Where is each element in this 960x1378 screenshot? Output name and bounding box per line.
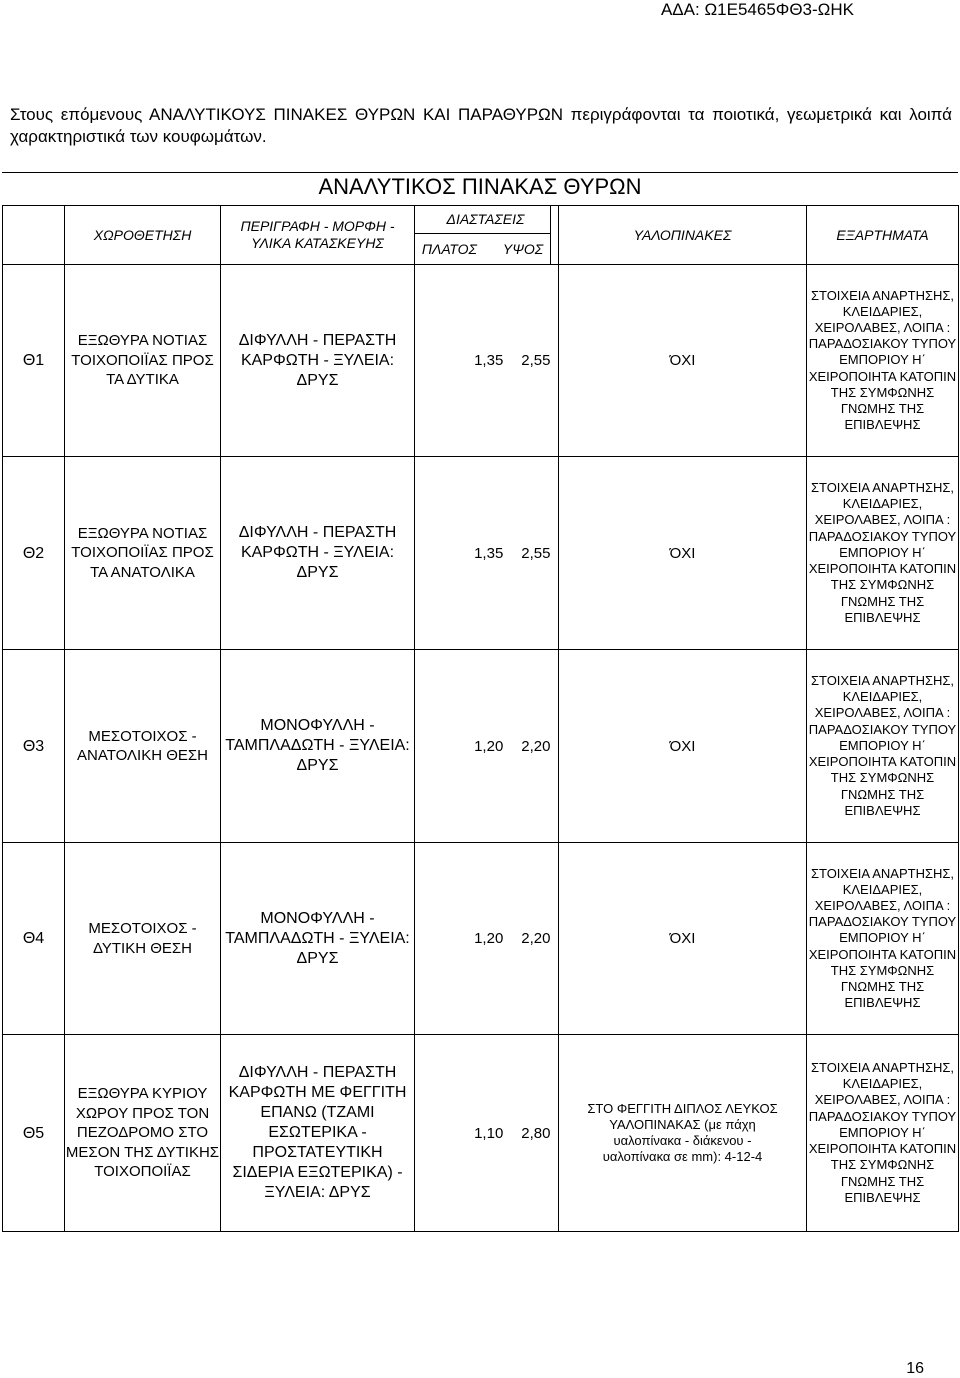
- header-dimensions: ΔΙΑΣΤΑΣΕΙΣ: [415, 206, 551, 234]
- row-height: 2,20: [521, 930, 551, 947]
- row-spacer: [551, 265, 559, 457]
- row-height: 2,55: [521, 544, 551, 562]
- row-dimensions: [415, 457, 551, 650]
- header-accessories: ΕΞΑΡΤΗΜΑΤΑ: [807, 206, 959, 265]
- row-glazing: ΌΧΙ: [559, 843, 807, 1035]
- row-dimensions: [415, 843, 551, 1035]
- document-ada-code: ΑΔΑ: Ω1Ε5465ΦΘ3-ΩΗΚ: [660, 0, 854, 19]
- row-dimensions: [415, 265, 551, 457]
- row-spacer: [551, 650, 559, 843]
- row-spacer: [551, 1035, 559, 1232]
- row-description: ΔΙΦΥΛΛΗ - ΠΕΡΑΣΤΗ ΚΑΡΦΩΤΗ - ΞΥΛΕΙΑ: ΔΡΥΣ: [221, 457, 415, 650]
- table-row: [3, 1035, 959, 1232]
- row-width: 1,35: [474, 544, 504, 562]
- row-width: 1,35: [474, 352, 504, 369]
- row-glazing: ΌΧΙ: [559, 650, 807, 843]
- row-accessories: ΣΤΟΙΧΕΙΑ ΑΝΑΡΤΗΣΗΣ, ΚΛΕΙΔΑΡΙΕΣ, ΧΕΙΡΟΛΑΒΕΣ, ΛΟΙΠΑ : ΠΑΡΑΔΟΣΙΑΚΟΥ ΤΥΠΟΥ ΕΜΠΟΡΙΟΥ Η΄ ΧΕΙΡΟΠΟΙΗΤΑ ΚΑΤΟΠΙΝ ΤΗΣ ΣΥΜΦΩΝΗΣ ΓΝΩΜΗΣ ΤΗΣ ΕΠΙΒΛΕΨΗΣ: [807, 650, 959, 843]
- table-row: [3, 650, 959, 843]
- row-glazing: ΌΧΙ: [559, 265, 807, 457]
- doors-table: [2, 205, 959, 1232]
- header-code-cell: [3, 206, 65, 265]
- table-row: [3, 265, 959, 457]
- row-code: Θ4: [3, 843, 65, 1035]
- header-row-1: [3, 206, 959, 234]
- row-description: ΔΙΦΥΛΛΗ - ΠΕΡΑΣΤΗ ΚΑΡΦΩΤΗ ΜΕ ΦΕΓΓΙΤΗ ΕΠΑΝΩ (ΤΖΑΜΙ ΕΣΩΤΕΡΙΚΑ - ΠΡΟΣΤΑΤΕΥΤΙΚΗ ΣΙΔΕΡΙΑ ΕΞΩΤΕΡΙΚΑ) - ΞΥΛΕΙΑ: ΔΡΥΣ: [221, 1035, 415, 1232]
- row-description: ΜΟΝΟΦΥΛΛΗ - ΤΑΜΠΛΑΔΩΤΗ - ΞΥΛΕΙΑ: ΔΡΥΣ: [221, 650, 415, 843]
- row-dimensions: [415, 1035, 551, 1232]
- row-description: ΜΟΝΟΦΥΛΛΗ - ΤΑΜΠΛΑΔΩΤΗ - ΞΥΛΕΙΑ: ΔΡΥΣ: [221, 843, 415, 1035]
- header-description: ΠΕΡΙΓΡΑΦΗ - ΜΟΡΦΗ - ΥΛΙΚΑ ΚΑΤΑΣΚΕΥΗΣ: [221, 206, 415, 265]
- row-dimensions: [415, 650, 551, 843]
- row-width: 1,10: [474, 1124, 504, 1142]
- row-code: Θ2: [3, 457, 65, 650]
- header-spacer: [551, 206, 559, 265]
- header-height: ΥΨΟΣ: [502, 240, 544, 257]
- row-location: ΕΞΩΘΥΡΑ ΚΥΡΙΟΥ ΧΩΡΟΥ ΠΡΟΣ ΤΟΝ ΠΕΖΟΔΡΟΜΟ ΣΤΟ ΜΕΣΟΝ ΤΗΣ ΔΥΤΙΚΗΣ ΤΟΙΧΟΠΟΙΪΑΣ: [65, 1035, 221, 1232]
- row-height: 2,20: [521, 737, 551, 755]
- row-location: ΜΕΣΟΤΟΙΧΟΣ - ΔΥΤΙΚΗ ΘΕΣΗ: [65, 843, 221, 1035]
- intro-paragraph: Στους επόμενους ΑΝΑΛΥΤΙΚΟΥΣ ΠΙΝΑΚΕΣ ΘΥΡΩΝ ΚΑΙ ΠΑΡΑΘΥΡΩΝ περιγράφονται τα ποιοτικά, γεωμετρικά και λοιπά χαρακτηριστικά των κουφωμάτων.: [10, 105, 952, 146]
- row-accessories: ΣΤΟΙΧΕΙΑ ΑΝΑΡΤΗΣΗΣ, ΚΛΕΙΔΑΡΙΕΣ, ΧΕΙΡΟΛΑΒΕΣ, ΛΟΙΠΑ : ΠΑΡΑΔΟΣΙΑΚΟΥ ΤΥΠΟΥ ΕΜΠΟΡΙΟΥ Η΄ ΧΕΙΡΟΠΟΙΗΤΑ ΚΑΤΟΠΙΝ ΤΗΣ ΣΥΜΦΩΝΗΣ ΓΝΩΜΗΣ ΤΗΣ ΕΠΙΒΛΕΨΗΣ: [807, 843, 959, 1035]
- header-location: ΧΩΡΟΘΕΤΗΣΗ: [65, 206, 221, 265]
- row-location: ΜΕΣΟΤΟΙΧΟΣ - ΑΝΑΤΟΛΙΚΗ ΘΕΣΗ: [65, 650, 221, 843]
- row-accessories: ΣΤΟΙΧΕΙΑ ΑΝΑΡΤΗΣΗΣ, ΚΛΕΙΔΑΡΙΕΣ, ΧΕΙΡΟΛΑΒΕΣ, ΛΟΙΠΑ : ΠΑΡΑΔΟΣΙΑΚΟΥ ΤΥΠΟΥ ΕΜΠΟΡΙΟΥ Η΄ ΧΕΙΡΟΠΟΙΗΤΑ ΚΑΤΟΠΙΝ ΤΗΣ ΣΥΜΦΩΝΗΣ ΓΝΩΜΗΣ ΤΗΣ ΕΠΙΒΛΕΨΗΣ: [807, 457, 959, 650]
- header-glazing: ΥΑΛΟΠΙΝΑΚΕΣ: [559, 206, 807, 265]
- row-spacer: [551, 457, 559, 650]
- row-height: 2,55: [521, 352, 551, 369]
- header-width: ΠΛΑΤΟΣ: [421, 240, 477, 257]
- row-glazing: ΣΤΟ ΦΕΓΓΙΤΗ ΔΙΠΛΟΣ ΛΕΥΚΟΣ ΥΑΛΟΠΙΝΑΚΑΣ (με πάχη υαλοπίνακα - διάκενου - υαλοπίνακα σε mm): 4-12-4: [559, 1035, 807, 1232]
- table-row: [3, 843, 959, 1035]
- row-height: 2,80: [521, 1124, 551, 1142]
- row-accessories: ΣΤΟΙΧΕΙΑ ΑΝΑΡΤΗΣΗΣ, ΚΛΕΙΔΑΡΙΕΣ, ΧΕΙΡΟΛΑΒΕΣ, ΛΟΙΠΑ : ΠΑΡΑΔΟΣΙΑΚΟΥ ΤΥΠΟΥ ΕΜΠΟΡΙΟΥ Η΄ ΧΕΙΡΟΠΟΙΗΤΑ ΚΑΤΟΠΙΝ ΤΗΣ ΣΥΜΦΩΝΗΣ ΓΝΩΜΗΣ ΤΗΣ ΕΠΙΒΛΕΨΗΣ: [807, 265, 959, 457]
- row-code: Θ5: [3, 1035, 65, 1232]
- row-spacer: [551, 843, 559, 1035]
- row-accessories: ΣΤΟΙΧΕΙΑ ΑΝΑΡΤΗΣΗΣ, ΚΛΕΙΔΑΡΙΕΣ, ΧΕΙΡΟΛΑΒΕΣ, ΛΟΙΠΑ : ΠΑΡΑΔΟΣΙΑΚΟΥ ΤΥΠΟΥ ΕΜΠΟΡΙΟΥ Η΄ ΧΕΙΡΟΠΟΙΗΤΑ ΚΑΤΟΠΙΝ ΤΗΣ ΣΥΜΦΩΝΗΣ ΓΝΩΜΗΣ ΤΗΣ ΕΠΙΒΛΕΨΗΣ: [807, 1035, 959, 1232]
- table-title: ΑΝΑΛΥΤΙΚΟΣ ΠΙΝΑΚΑΣ ΘΥΡΩΝ: [318, 174, 642, 199]
- page-number: 16: [906, 1360, 924, 1377]
- row-location: ΕΞΩΘΥΡΑ ΝΟΤΙΑΣ ΤΟΙΧΟΠΟΙΪΑΣ ΠΡΟΣ ΤΑ ΑΝΑΤΟΛΙΚΑ: [65, 457, 221, 650]
- row-location: ΕΞΩΘΥΡΑ ΝΟΤΙΑΣ ΤΟΙΧΟΠΟΙΪΑΣ ΠΡΟΣ ΤΑ ΔΥΤΙΚΑ: [65, 265, 221, 457]
- row-code: Θ1: [3, 265, 65, 457]
- row-width: 1,20: [474, 930, 504, 947]
- row-glazing: ΌΧΙ: [559, 457, 807, 650]
- row-description: ΔΙΦΥΛΛΗ - ΠΕΡΑΣΤΗ ΚΑΡΦΩΤΗ - ΞΥΛΕΙΑ: ΔΡΥΣ: [221, 265, 415, 457]
- row-width: 1,20: [474, 737, 504, 755]
- row-code: Θ3: [3, 650, 65, 843]
- table-row: [3, 457, 959, 650]
- header-width-height: [415, 234, 551, 265]
